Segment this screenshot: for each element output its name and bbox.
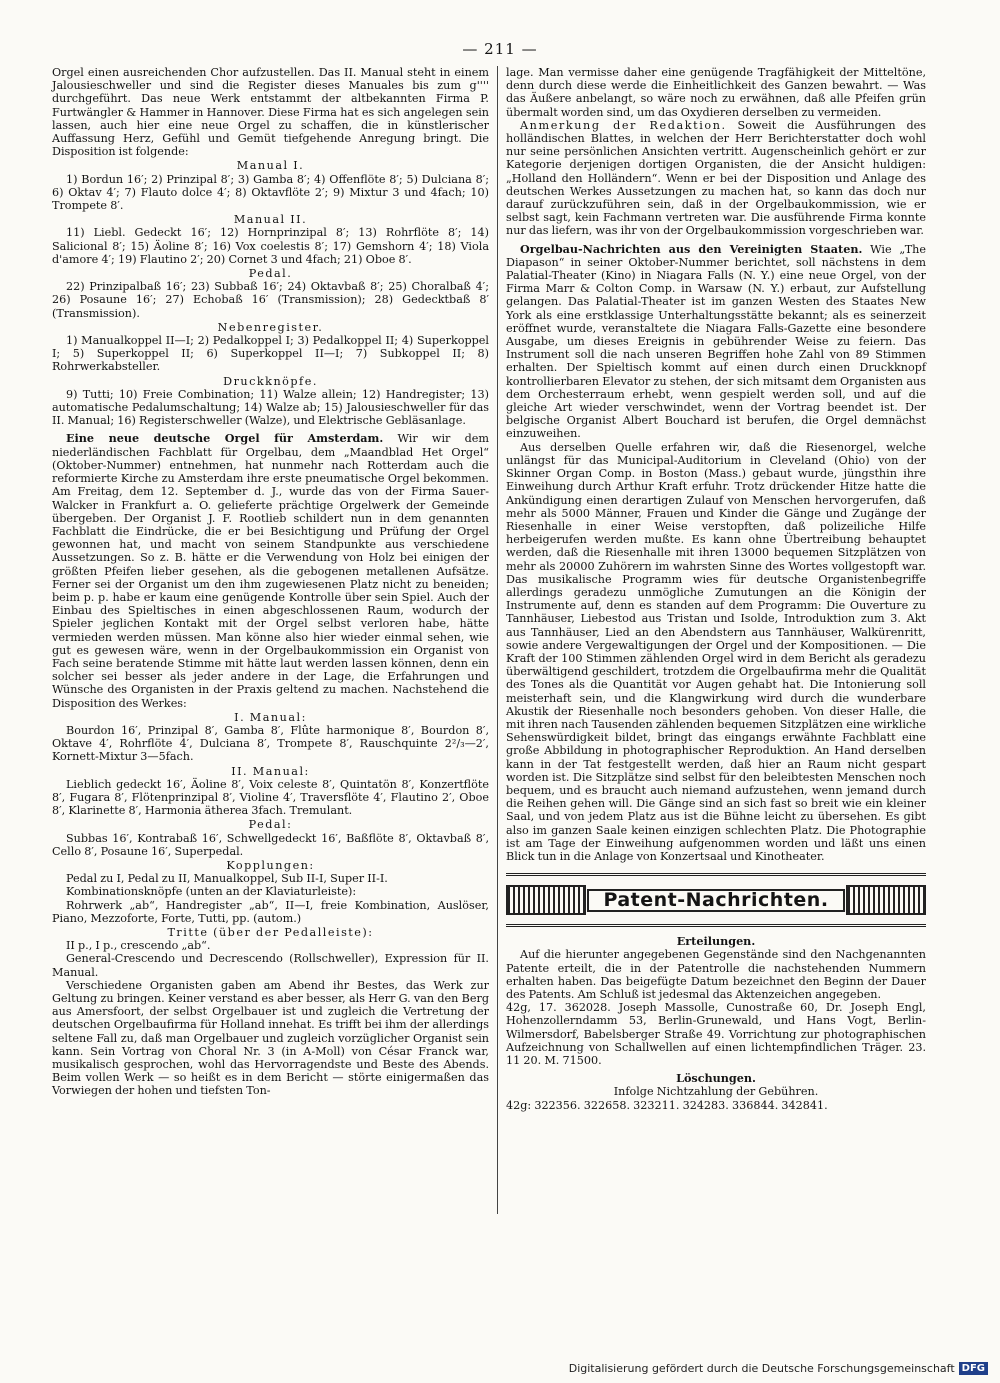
druckknoepfe-heading: Druckknöpfe. [223,374,318,388]
redaktion-text: Soweit die Ausführungen des holländischen Blattes, in welchen der Herr Berichterstatter doch wohl nur seine persönlichen Ansichten vertritt. Augenscheinlich gehört er zur Kategorie derjenigen dortigen Organisten, die der Ansicht huldigen: „Holland den Holländern“. Wenn er bei der Disposition und Anlage des deutschen Werkes Aussetzungen zu machen hat, so kann das doch nur darauf zurückzuführen sein, daß in der Orgelbaukommission, wie er selbst sagt, kein Fachmann vertreten war. Die ausführende Firma konnte nur das liefern, was ihr von der Orgelbaukommission vorgeschrieben war. [506,118,926,238]
digitization-footer [569,1362,988,1375]
ams-manual2-list: Lieblich gedeckt 16′, Äoline 8′, Voix celeste 8′, Quintatön 8′, Konzertflöte 8′, Fugara 8′, Flötenprinzipal 8′, Violine 4′, Traversflöte 4′, Flautino 2′, Oboe 8′, Klarinette 8′, Harmonia ätherea 3fach. Tremulant. [52,777,489,818]
kombination-list: Rohrwerk „ab“, Handregister „ab“, II—I, freie Kombination, Auslöser, Piano, Mezzoforte, Forte, Tutti, pp. (autom.) [52,898,489,925]
ams-pedal-list: Subbas 16′, Kontrabaß 16′, Schwellgedeckt 16′, Baßflöte 8′, Oktavbaß 8′, Cello 8′, Posaune 16′, Superpedal. [52,831,489,858]
ams-manual2-heading: II. Manual: [231,764,310,778]
closing-paragraph: Verschiedene Organisten gaben am Abend ihr Bestes, das Werk zur Geltung zu bringen. Keiner verstand es aber besser, als Herr G. van den Berg aus Amersfoort, der selbst Orgelbauer ist und zugleich die Vertretung der deutschen Orgelbaufirma für Holland innehat. Es trifft bei ihm der allerdings seltene Fall zu, daß man Orgelbauer und zugleich vorzüglicher Organist sein kann. Sein Vortrag von Choral Nr. 3 (in A-Moll) von César Franck war, musikalisch gesprochen, wohl das Hervorragendste und Beste des Abends. Beim vollen Werk — so heißt es in dem Bericht — störte einigermaßen das Vorwiegen der hohen und tiefsten Ton- [52,978,489,1098]
column-divider [497,66,498,1214]
erteilungen-text: Auf die hierunter angegebenen Gegenstände sind den Nachgenannten Patente erteilt, die in der Patentrolle die nachstehenden Nummern erhalten haben. Das beigefügte Datum bezeichnet den Beginn der Dauer des Patents. Am Schluß ist jedesmal das Aktenzeichen angegeben. [506,948,926,1001]
pedal-heading: Pedal. [248,267,293,281]
manual2-list: 11) Liebl. Gedeckt 16′; 12) Hornprinzipal 8′; 13) Rohrflöte 8′; 14) Salicional 8′; 15) Äoline 8′; 16) Vox coelestis 8′; 17) Gemshorn 4′; 18) Viola d'amore 4′; 19) Flautino 2′; 20) Cornet 3 und 4fach; 21) Oboe 8′. [52,226,489,266]
patent-banner [506,873,926,927]
us-article [506,243,926,441]
manual1-list: 1) Bordun 16′; 2) Prinzipal 8′; 3) Gamba 8′; 4) Offenflöte 8′; 5) Dulciana 8′; 6) Oktav 4′; 7) Flauto dolce 4′; 8) Oktavflöte 2′; 9) Mixtur 3 und 4fach; 10) Trompete 8′. [52,172,489,213]
nebenregister-heading: Nebenregister. [217,320,324,334]
page-number: — 211 — [462,40,538,58]
us-text-2: Aus derselben Quelle erfahren wir, daß die Riesenorgel, welche unlängst für das Municipal-Auditorium in Cleveland (Ohio) von der Skinner Organ Comp. in Boston (Mass.) gebaut wurde, jüngsthin ihre Einweihung durch Arthur Kraft erfuhr. Trotz drückender Hitze hatte die Ankündigung einen derartigen Zulauf von Menschen hervorgerufen, daß mehr als 5000 Männer, Frauen und Kinder die Gänge und Zugänge der Riesenhalle in einer Weise verstopften, daß polizeiliche Hilfe herbeigerufen werden mußte. Es kann ohne Übertreibung behauptet werden, daß die Riesenhalle mit ihren 13000 bequemen Sitzplätzen von mehr als 20000 Zuhörern im wahrsten Sinne des Wortes vollgestopft war. Das musikalische Programm wies für deutsche Organistenbegriffe allerdings geradezu unmögliche Zumutungen an die Königin der Instrumente auf, denn es standen auf dem Programm: Die Ouverture zu Tannhäuser, Liebestod aus Tristan und Isolde, Introduktion zum 3. Akt aus Tannhäuser, Lied an den Abendstern aus Tannhäuser, Walkürenritt, sowie andere Vergewaltigungen der Orgel und der Kompositionen. — Die Kraft der 100 Stimmen zählenden Orgel wird in dem Bericht als geradezu überwältigend geschildert, trotzdem die Orgelbaufirma mehr die Qualität des Tones als die Quantität vor Augen gehabt hat. Die Intonierung soll meisterhaft sein, und die Klangwirkung wird durch die wunderbare Akustik der Riesenhalle noch besonders gehoben. Von dieser Halle, die mit ihren nach Tausenden zählenden bequemen Sitzplätzen eine wirkliche Sehenswürdigkeit bildet, bringt das eingangs erwähnte Fachblatt eine große Abbildung in photographischer Reproduktion. An Hand derselben kann in der Tat festgestellt werden, daß hier an Raum nicht gespart worden ist. Die Sitzplätze sind selbst für den beleibtesten Menschen noch bequem, und es braucht auch niemand aufzustehen, wenn jemand durch die Reihen gehen will. Die Gänge sind an sich fast so breit wie ein kleiner Saal, und von jedem Platz aus ist die Bühne leicht zu übersehen. Es gibt also im ganzen Saale keinen einzigen schlechten Platz. Die Photographie ist am Tage der Einweihung aufgenommen worden und läßt uns einen Blick tun in die Anlage von Konzertsaal und Kinotheater. [506,440,926,863]
amsterdam-text: Wir wir dem niederländischen Fachblatt für Orgelbau, dem „Maandblad Het Orgel“ (Oktober-Nummer) entnehmen, hat nunmehr nach Rotterdam auch die reformierte Kirche zu Amsterdam ihre erste pneumatische Orgel bekommen. Am Freitag, dem 12. September d. J., wurde das von der Firma Sauer-Walcker in Frankfurt a. O. gelieferte prächtige Orgelwerk der Gemeinde übergeben. Der Organist J. F. Rootlieb schildert nun in dem genannten Fachblatt die Eindrücke, die er bei Besichtigung und Prüfung der Orgel gewonnen hat, und macht von seinem Standpunkte aus verschiedene Aussetzungen. So z. B. hätte er die Verwendung von Holz bei einigen der größten Pfeifen lieber gesehen, als die gebogenen metallenen Aufsätze. Ferner sei der Organist um den ihm zugewiesenen Platz nicht zu beneiden; beim p. p. habe er kaum eine genügende Kontrolle über sein Spiel. Auch der Einbau des Spieltisches in einen abgeschlossenen Raum, wodurch der Spieler jeglichen Kontakt mit der Orgel selbst verloren habe, hätte vermieden werden müssen. Man könne also hier wieder einmal sehen, wie gut es gewesen wäre, wenn in der Orgelbaukommission ein Organist von Fach seine beratende Stimme mit hätte laut werden lassen können, denn ein solcher sei besser als jeder andere in der Lage, die Erfahrungen und Wünsche des Organisten in der Praxis geltend zu machen. Nachstehend die Disposition des Werkes: [52,432,489,710]
patent-banner-title: Patent-Nachrichten. [587,889,844,912]
continuation-paragraph: lage. Man vermisse daher eine genügende Tragfähigkeit der Mitteltöne, denn durch diese werde die Einheitlichkeit des Ganzen bewahrt. — Was das Äußere anbelangt, so wäre noch zu erwähnen, daß alle Pfeifen grün übermalt worden sind, um das Oxydieren derselben zu vermeiden. [506,66,926,119]
dfg-logo-icon: DFG [959,1362,988,1375]
redaktion-heading: Anmerkung der Redaktion. [520,118,727,132]
pedal-list: 22) Prinzipalbaß 16′; 23) Subbaß 16′; 24) Oktavbaß 8′; 25) Choralbaß 4′; 26) Posaune 16′; 27) Echobaß 16′ (Transmission); 28) Gedecktbaß 8′ (Transmission). [52,280,489,320]
ornament-right-icon [846,885,926,915]
ams-pedal-heading: Pedal: [248,818,293,832]
right-column [506,66,926,1112]
patent-entry: 42g, 17. 362028. Joseph Massolle, Cunostraße 60, Dr. Joseph Engl, Hohenzollerndamm 53, Berlin-Grunewald, und Hans Vogt, Berlin-Wilmersdorf, Babelsberger Straße 49. Vorrichtung zur photographischen Aufzeichnung von Schallwellen auf einen lichtempfindlichen Träger. 23. 11 20. M. 71500. [506,1001,926,1068]
nebenregister-list: 1) Manualkoppel II—I; 2) Pedalkoppel I; 3) Pedalkoppel II; 4) Superkoppel I; 5) Superkoppel II; 6) Superkoppel II—I; 7) Subkoppel II; 8) Rohrwerkabsteller. [52,334,489,374]
ams-manual1-list: Bourdon 16′, Prinzipal 8′, Gamba 8′, Flûte harmonique 8′, Bourdon 8′, Oktave 4′, Rohrflöte 4′, Dulciana 8′, Trompete 8′, Rauschquinte 2²/₃—2′, Kornett-Mixtur 3—5fach. [52,723,489,764]
ams-manual1-heading: I. Manual: [234,710,307,724]
tritte-list-1: II p., I p., crescendo „ab“. [66,939,211,953]
amsterdam-article [52,432,489,709]
left-column [52,66,489,1098]
manual2-heading: Manual II. [233,213,308,227]
erteilungen-heading: Erteilungen. [676,934,756,949]
tritte-heading: Tritte (über der Pedalleiste): [167,926,374,939]
tritte-list-2: General-Crescendo und Decrescendo (Rollschweller), Expression für II. Manual. [52,952,489,979]
manual1-heading: Manual I. [236,159,305,173]
kombination-heading: Kombinationsknöpfe (unten an der Klaviaturleiste): [66,885,357,899]
us-title: Orgelbau-Nachrichten aus den Vereinigten Staaten. [520,241,863,256]
us-text-1: Wie „The Diapason“ in seiner Oktober-Nummer berichtet, soll nächstens in dem Palatial-Theater (Kino) in Niagara Falls (N. Y.) eine neue Orgel, von der Firma Marr & Colton Comp. in Warsaw (N. Y.) erbaut, zur Aufstellung gelangen. Das Palatial-Theater ist im ganzen Westen des Staates New York als eine erstklassige Unterhaltungsstätte bekannt; als es seinerzeit eröffnet wurde, veranstaltete die Niagara Falls-Gazette eine besondere Ausgabe, um dieses Ereignis in gebührender Weise zu feiern. Das Instrument soll die nach unseren Begriffen hohe Zahl von 89 Stimmen erhalten. Der Spieltisch kommt auf einen durch einen Druckknopf kontrollierbaren Elevator zu stehen, der sich mitsamt dem Organisten aus dem Orchesterraum erhebt, wenn gespielt werden soll, und auf die gleiche Art wieder verschwindet, wenn der Vortrag beendet ist. Der belgische Organist Albert Bouchard ist berufen, die Orgel demnächst einzuweihen. [506,242,927,441]
kopplungen-heading: Kopplungen: [226,858,315,872]
redaktion-note [506,119,926,238]
druckknoepfe-list: 9) Tutti; 10) Freie Combination; 11) Walze allein; 12) Handregister; 13) automatische Pedalumschaltung; 14) Walze ab; 15) Jalousieschweller für das II. Manual; 16) Registerschweller (Walze), und Elektrische Gebläsanlage. [52,387,489,428]
footer-text: Digitalisierung gefördert durch die Deutsche Forschungsgemeinschaft [568,1362,955,1375]
ornament-left-icon [506,885,586,915]
amsterdam-title: Eine neue deutsche Orgel für Amsterdam. [66,431,384,446]
intro-paragraph: Orgel einen ausreichenden Chor aufzustellen. Das II. Manual steht in einem Jalousieschweller und sind die Register dieses Manuales bis zum g'''' durchgeführt. Das neue Werk entstammt der altbekannten Firma P. Furtwängler & Hammer in Hannover. Diese Firma hat es sich angelegen sein lassen, auch hier eine neue Orgel zu schaffen, die in künstlerischer Auffassung Herz, Gefühl und Gemüt tiefgehende Anregung bringt. Die Disposition ist folgende: [52,66,489,159]
loeschungen-list: 42g: 322356. 322658. 323211. 324283. 336844. 342841. [506,1098,828,1112]
loeschungen-subheading: Infolge Nichtzahlung der Gebühren. [613,1085,819,1099]
kopplungen-list: Pedal zu I, Pedal zu II, Manualkoppel, Sub II-I, Super II-I. [66,872,388,886]
loeschungen-heading: Löschungen. [676,1071,756,1086]
